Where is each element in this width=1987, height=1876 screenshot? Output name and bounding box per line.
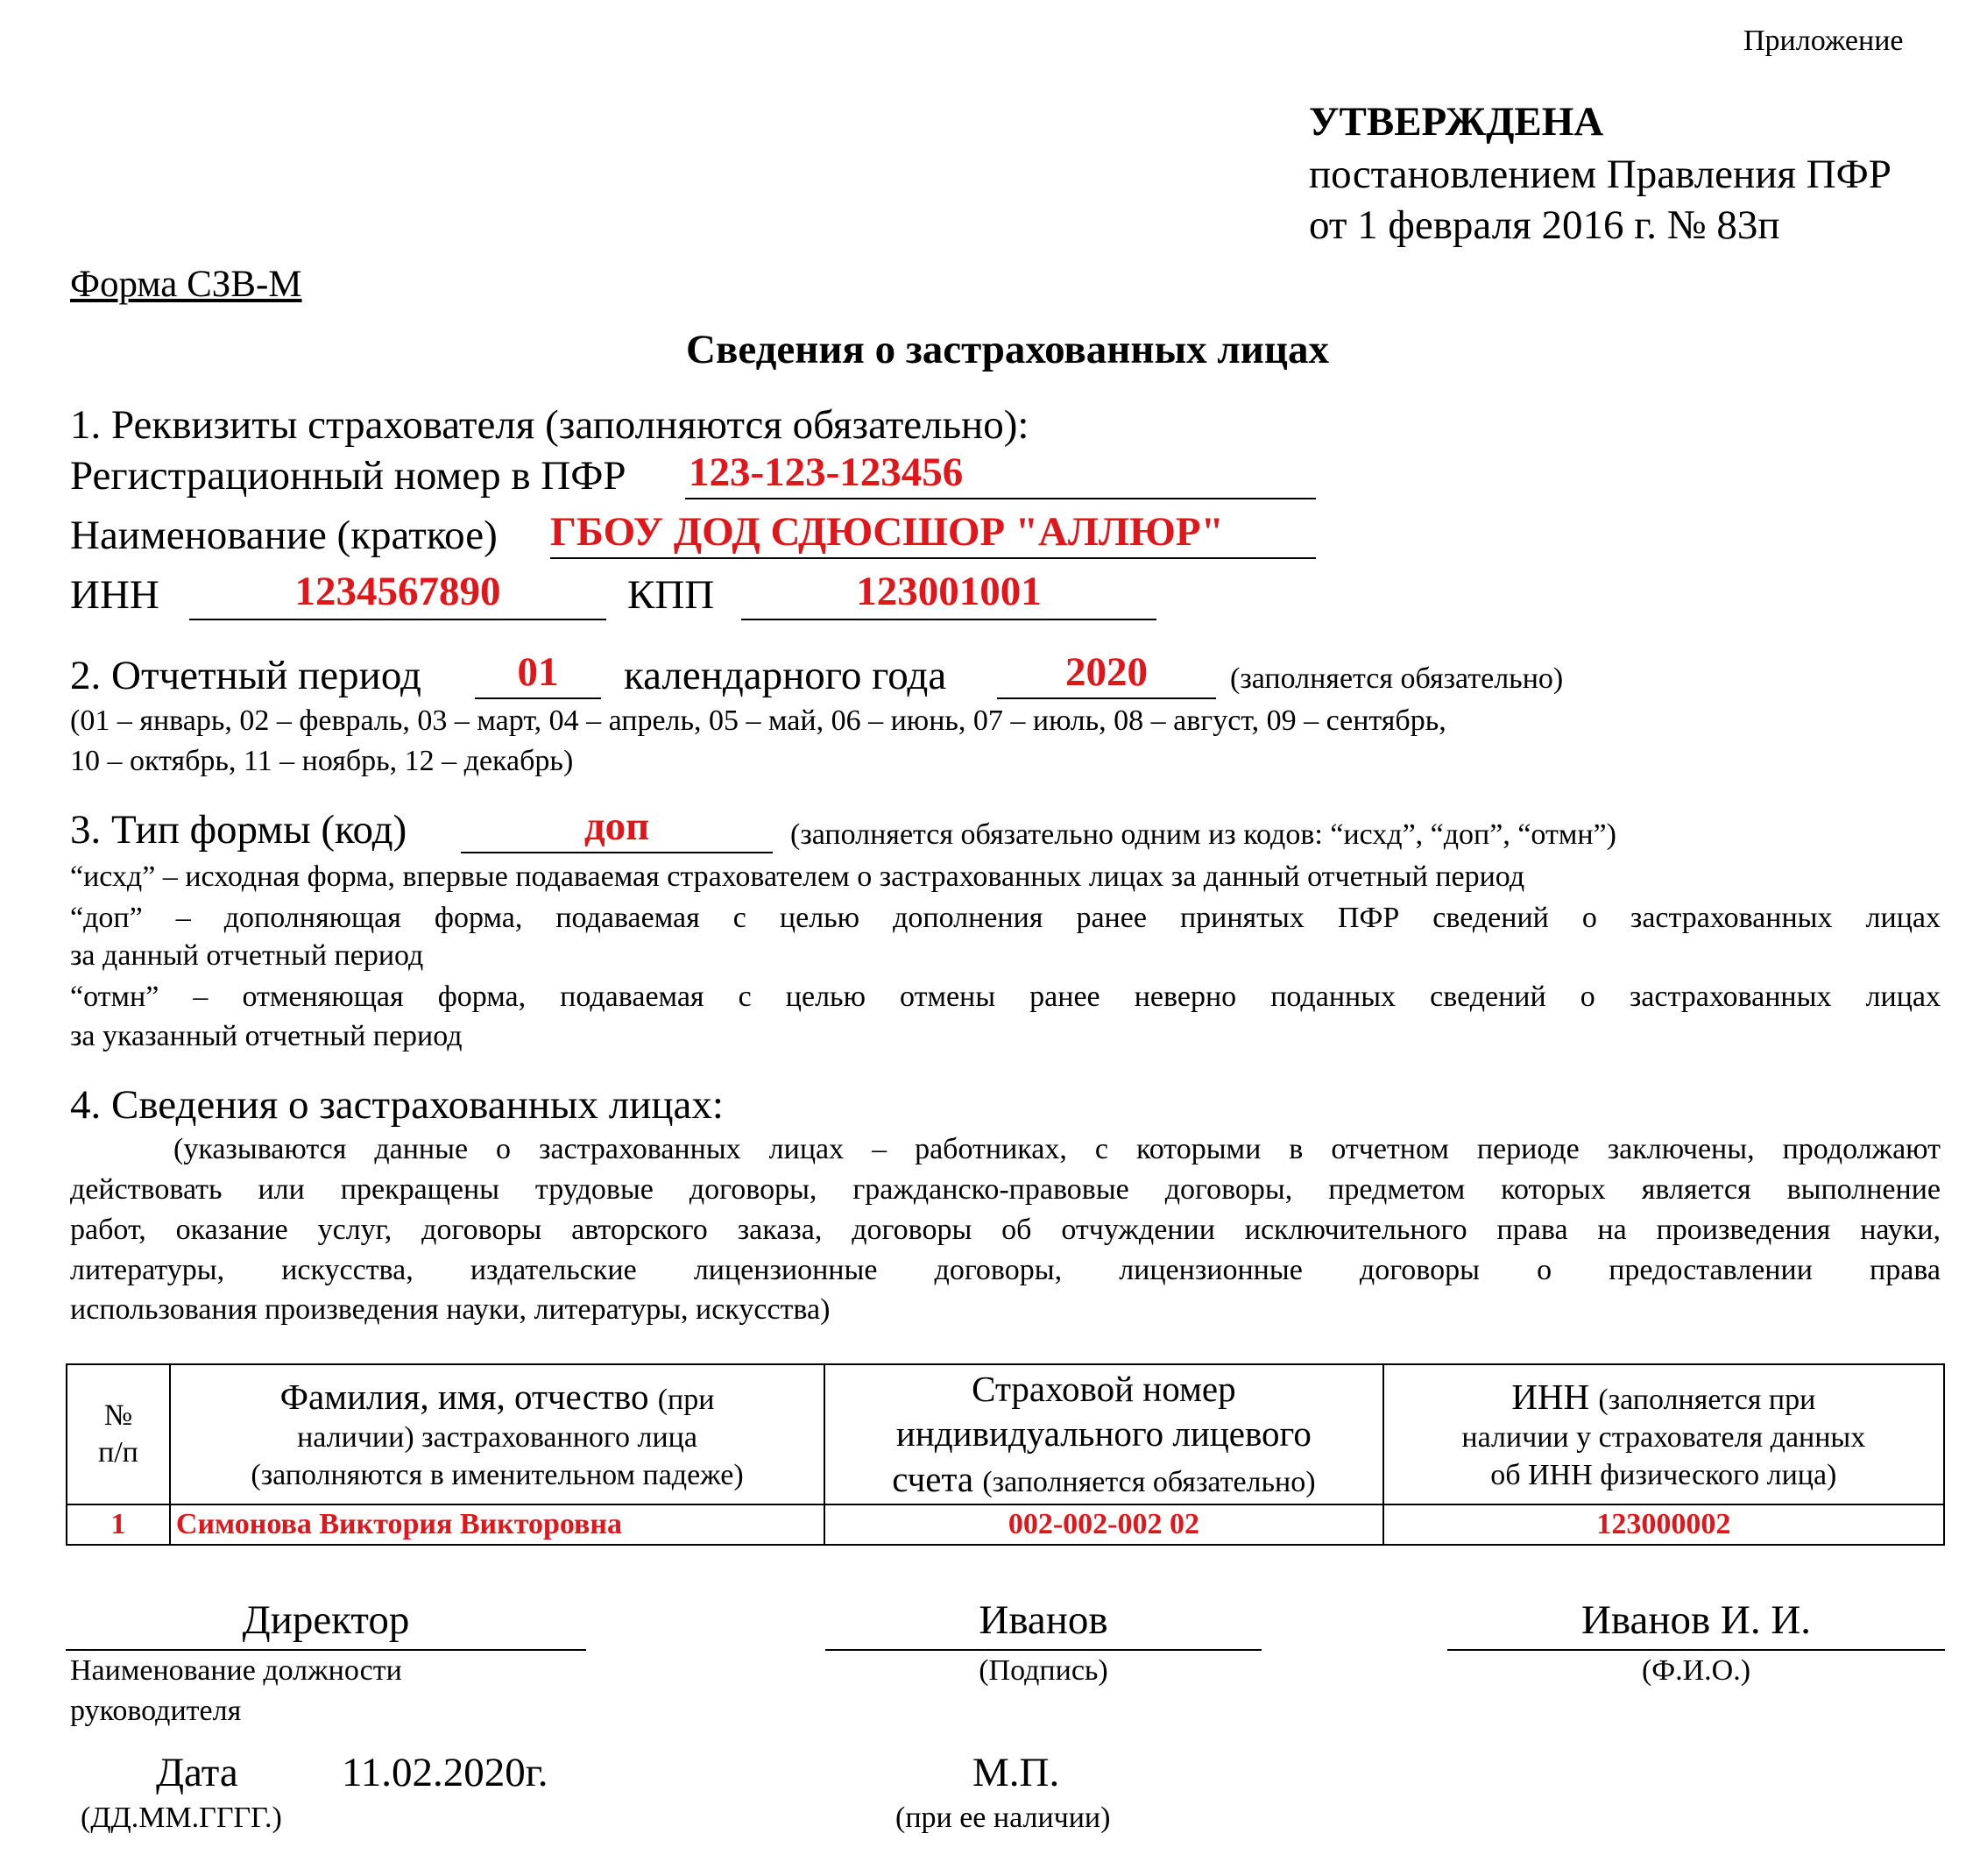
position-field[interactable] — [66, 1597, 586, 1651]
form-type-label: 3. Тип формы (код) — [70, 807, 407, 853]
insured-persons-table — [66, 1363, 1945, 1546]
page-title: Сведения о застрахованных лицах — [686, 327, 1329, 372]
inn-label: ИНН — [70, 572, 159, 618]
months-list-line2: 10 – октябрь, 11 – ноябрь, 12 – декабрь) — [70, 745, 574, 777]
date-format-label: (ДД.ММ.ГГГГ.) — [81, 1802, 282, 1834]
reg-number-label: Регистрационный номер в ПФР — [70, 453, 626, 499]
approved-heading: УТВЕРЖДЕНА — [1309, 99, 1604, 145]
approved-date: от 1 февраля 2016 г. № 83п — [1309, 202, 1780, 248]
form-type-desc-3a: “отмн” – отменяющая форма, подаваемая с целью отмены ранее неверно поданных сведений о застрахованных лицах — [70, 980, 1941, 1013]
section4-para-2: действовать или прекращены трудовые договоры, гражданско-правовые договоры, предметом которых является выполнение — [70, 1173, 1941, 1206]
signature-value: Иванов — [979, 1597, 1108, 1643]
year-value: 2020 — [1065, 649, 1148, 695]
form-type-value: доп — [583, 803, 650, 849]
col-header-fio: Фамилия, имя, отчество (при наличии) застрахованного лица (заполняются в именительном падеже) — [170, 1364, 824, 1504]
col-header-number: № п/п — [67, 1364, 170, 1504]
period-value: 01 — [517, 649, 559, 695]
stamp-note: (при ее наличии) — [895, 1802, 1111, 1834]
form-type-desc-2a: “доп” – дополняющая форма, подаваемая с целью дополнения ранее принятых ПФР сведений о застрахованных лицах — [70, 902, 1941, 934]
row-inn: 123000002 — [1383, 1504, 1944, 1545]
form-type-desc-3b: за указанный отчетный период — [70, 1020, 463, 1052]
col-header-inn: ИНН (заполняется при наличии у страхователя данных об ИНН физического лица) — [1383, 1364, 1944, 1504]
kpp-value: 123001001 — [856, 569, 1042, 614]
fio-label: (Ф.И.О.) — [1641, 1654, 1751, 1687]
table-row — [67, 1504, 1944, 1545]
form-type-field[interactable] — [461, 803, 773, 853]
row-snils: 002-002-002 02 — [824, 1504, 1383, 1545]
period-field[interactable] — [475, 649, 601, 699]
period-note: (заполняется обязательно) — [1230, 662, 1564, 695]
section4-para-5: использования произведения науки, литературы, искусства) — [70, 1293, 831, 1326]
position-label-1: Наименование должности — [70, 1654, 402, 1687]
year-label: календарного года — [624, 653, 947, 698]
section1-heading: 1. Реквизиты страхователя (заполняются обязательно): — [70, 402, 1029, 448]
period-label: 2. Отчетный период — [70, 653, 421, 698]
section4-para-1: (указываются данные о застрахованных лицах – работниках, с которыми в отчетном периоде заключены, продолжают — [173, 1133, 1941, 1165]
section4-para-3: работ, оказание услуг, договоры авторского заказа, договоры об отчуждении исключительного права на произведения науки, — [70, 1214, 1941, 1246]
date-value[interactable]: 11.02.2020г. — [342, 1750, 548, 1795]
year-field[interactable] — [997, 649, 1216, 699]
form-type-desc-2b: за данный отчетный период — [70, 939, 424, 972]
appendix-label: Приложение — [1743, 25, 1904, 57]
table-header-row — [67, 1364, 1944, 1504]
signature-field[interactable] — [825, 1597, 1262, 1651]
org-name-label: Наименование (краткое) — [70, 513, 498, 558]
row-fio: Симонова Виктория Викторовна — [170, 1504, 824, 1545]
date-label: Дата — [156, 1750, 238, 1795]
approved-by: постановлением Правления ПФР — [1309, 152, 1892, 197]
kpp-label: КПП — [627, 572, 715, 618]
row-number: 1 — [67, 1504, 170, 1545]
org-name-value: ГБОУ ДОД СДЮСШОР "АЛЛЮР" — [550, 509, 1224, 555]
form-name: Форма СЗВ-М — [70, 264, 302, 305]
reg-number-field[interactable] — [685, 452, 1316, 499]
position-value: Директор — [242, 1597, 410, 1643]
col-header-snils: Страховой номер индивидуального лицевого счета (заполняется обязательно) — [824, 1364, 1383, 1504]
fio-field[interactable] — [1447, 1597, 1945, 1651]
months-list-line1: (01 – январь, 02 – февраль, 03 – март, 04 – апрель, 05 – май, 06 – июнь, 07 – июль, 08 – август, 09 – сентябрь, — [70, 704, 1446, 737]
inn-field[interactable] — [189, 571, 606, 620]
fio-value: Иванов И. И. — [1580, 1597, 1812, 1643]
form-type-desc-1: “исхд” – исходная форма, впервые подаваемая страхователем о застрахованных лицах за данный отчетный период — [70, 860, 1525, 893]
org-name-field[interactable] — [550, 509, 1316, 559]
reg-number-value: 123-123-123456 — [689, 450, 964, 495]
section4-para-4: литературы, искусства, издательские лицензионные договоры, лицензионные договоры о предоставлении права — [70, 1254, 1941, 1286]
kpp-field[interactable] — [741, 571, 1156, 620]
inn-value: 1234567890 — [294, 569, 501, 614]
position-label-2: руководителя — [70, 1695, 242, 1727]
form-type-note: (заполняется обязательно одним из кодов: “исхд”, “доп”, “отмн”) — [790, 818, 1616, 851]
section4-heading: 4. Сведения о застрахованных лицах: — [70, 1082, 724, 1128]
signature-label: (Подпись) — [979, 1654, 1108, 1687]
stamp-label: М.П. — [972, 1750, 1060, 1795]
